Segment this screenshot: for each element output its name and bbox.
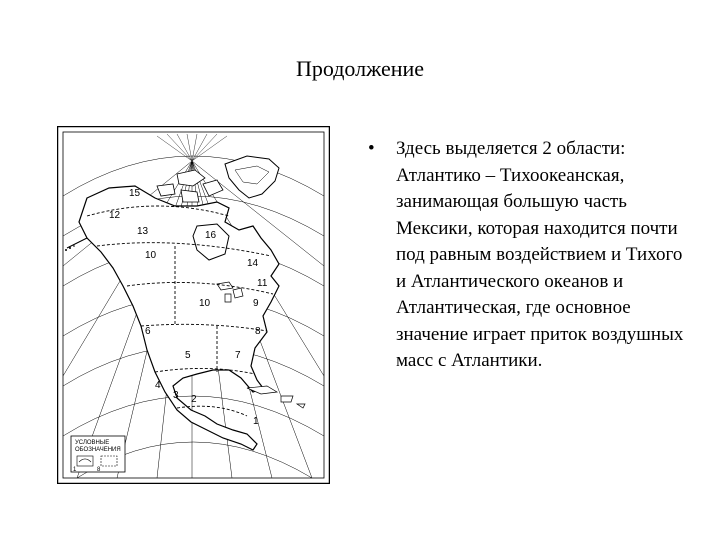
bullet-mark: • bbox=[368, 138, 375, 159]
map-legend bbox=[71, 436, 125, 473]
legend-title-line1: УСЛОВНЫЕ bbox=[75, 440, 110, 446]
north-america-climate-map bbox=[57, 126, 330, 484]
region-label: 14 bbox=[247, 258, 259, 269]
region-label: 16 bbox=[205, 230, 217, 241]
region-label: 10 bbox=[199, 298, 211, 309]
region-label: 7 bbox=[235, 350, 241, 361]
region-label: 8 bbox=[255, 326, 261, 337]
region-label: 11 bbox=[257, 278, 268, 289]
region-label: 5 bbox=[185, 350, 191, 361]
legend-item-1: 1 bbox=[73, 467, 77, 473]
region-label: 9 bbox=[253, 298, 259, 309]
region-label: 13 bbox=[137, 226, 149, 237]
map-figure bbox=[57, 126, 330, 484]
slide-title: Продолжение bbox=[295, 56, 425, 81]
region-label: 10 bbox=[145, 250, 157, 261]
region-label: 6 bbox=[145, 326, 151, 337]
legend-title-line2: ОБОЗНАЧЕНИЯ bbox=[75, 447, 121, 453]
region-label: 2 bbox=[191, 394, 197, 405]
region-label: 4 bbox=[155, 380, 161, 391]
region-label: 3 bbox=[173, 390, 179, 401]
legend-item-2: 8 bbox=[97, 467, 101, 473]
region-label: 12 bbox=[109, 210, 121, 221]
bullet-text: Здесь выделяется 2 области: Атлантико – Тихоокеанская, занимающая большую часть Мексики, которая находится почти под равным воздействием и Тихого и Атлантического океанов и Атлантическая, где основное значение играет приток воздушных масс с Атлантики. bbox=[396, 138, 684, 371]
region-label: 1 bbox=[253, 416, 259, 427]
region-label: 15 bbox=[129, 188, 141, 199]
bullet-item bbox=[368, 136, 688, 375]
